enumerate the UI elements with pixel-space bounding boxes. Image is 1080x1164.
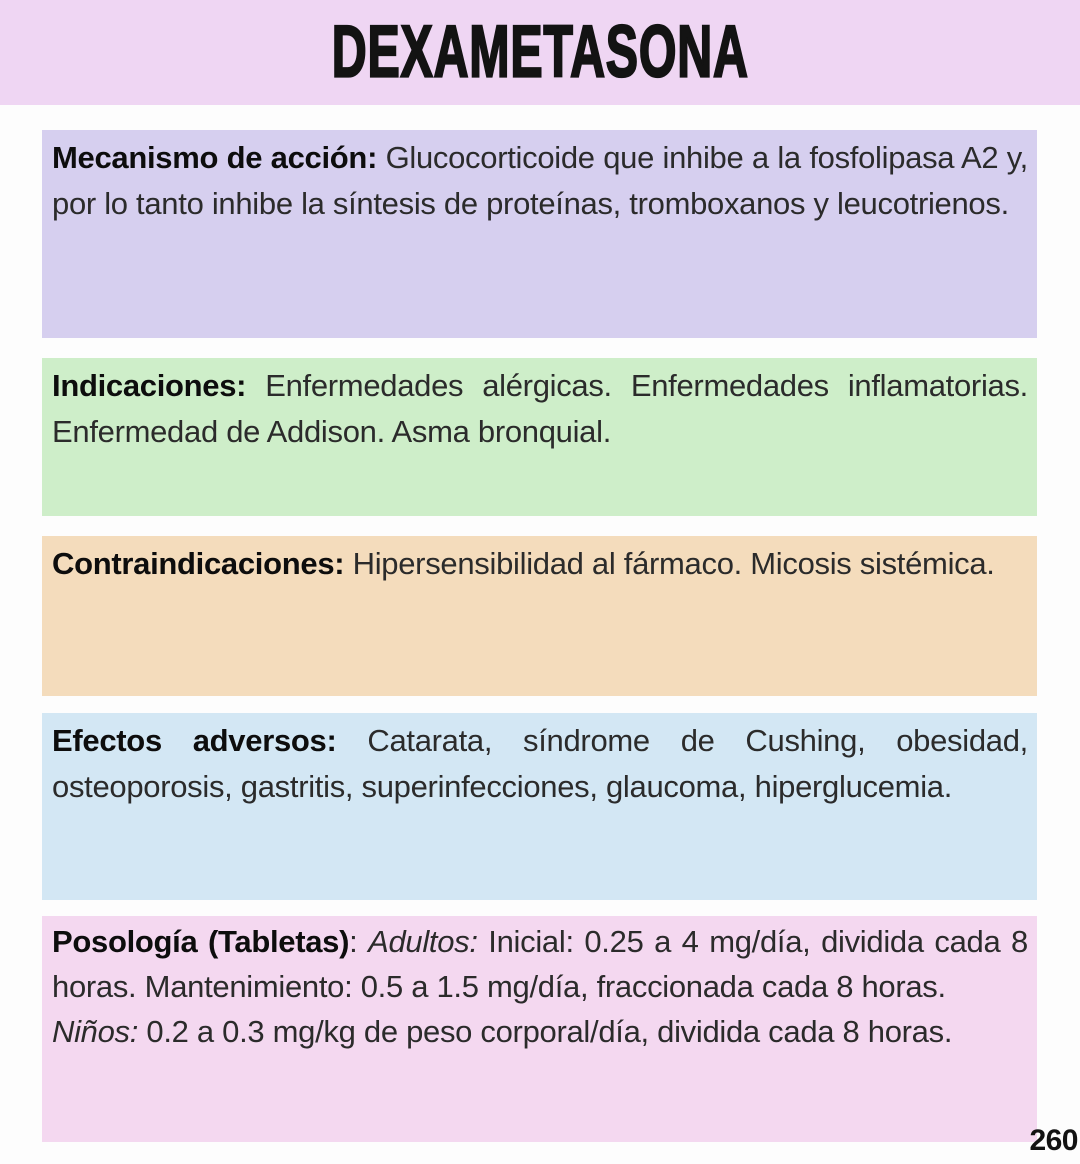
section-contraindicaciones-body: Hipersensibilidad al fármaco. Micosis sistémica. bbox=[352, 546, 995, 581]
page-number: 260 bbox=[1029, 1124, 1078, 1157]
section-posologia bbox=[42, 916, 1037, 1142]
section-contraindicaciones-label: Contraindicaciones: bbox=[52, 546, 345, 581]
section-contraindicaciones-text bbox=[52, 541, 1028, 587]
posologia-ninos-label: Niños: bbox=[52, 1014, 147, 1049]
section-indicaciones-body: Enfermedades alérgicas. Enfermedades inflamatorias. Enfermedad de Addison. Asma bronquial. bbox=[52, 368, 1028, 449]
drug-title: DEXAMETASONA bbox=[331, 11, 749, 94]
section-efectos-adversos-text bbox=[52, 718, 1028, 810]
section-posologia-ninos-text bbox=[52, 1009, 1028, 1054]
section-mecanismo-label: Mecanismo de acción: bbox=[52, 140, 378, 175]
section-mecanismo bbox=[42, 130, 1037, 338]
section-posologia-colon: : bbox=[349, 924, 369, 959]
posologia-adultos-body: Inicial: 0.25 a 4 mg/día, dividida cada 8 horas. Mantenimiento: 0.5 a 1.5 mg/día, fraccionada cada 8 horas. bbox=[52, 924, 1028, 1004]
posologia-ninos-body: 0.2 a 0.3 mg/kg de peso corporal/día, dividida cada 8 horas. bbox=[146, 1014, 953, 1049]
section-efectos-adversos-body: Catarata, síndrome de Cushing, obesidad, osteoporosis, gastritis, superinfecciones, glaucoma, hiperglucemia. bbox=[52, 723, 1028, 804]
section-efectos-adversos bbox=[42, 713, 1037, 900]
section-efectos-adversos-label: Efectos adversos: bbox=[52, 723, 337, 758]
section-indicaciones-text bbox=[52, 363, 1028, 455]
section-indicaciones-label: Indicaciones: bbox=[52, 368, 247, 403]
section-posologia-label: Posología (Tabletas) bbox=[52, 924, 350, 959]
section-contraindicaciones bbox=[42, 536, 1037, 696]
section-indicaciones bbox=[42, 358, 1037, 516]
section-mecanismo-body: Glucocorticoide que inhibe a la fosfolipasa A2 y, por lo tanto inhibe la síntesis de proteínas, tromboxanos y leucotrienos. bbox=[52, 140, 1028, 221]
section-posologia-adultos-text bbox=[52, 919, 1028, 1009]
section-mecanismo-text bbox=[52, 135, 1028, 227]
card-header bbox=[0, 0, 1080, 105]
posologia-adultos-label: Adultos: bbox=[368, 924, 489, 959]
